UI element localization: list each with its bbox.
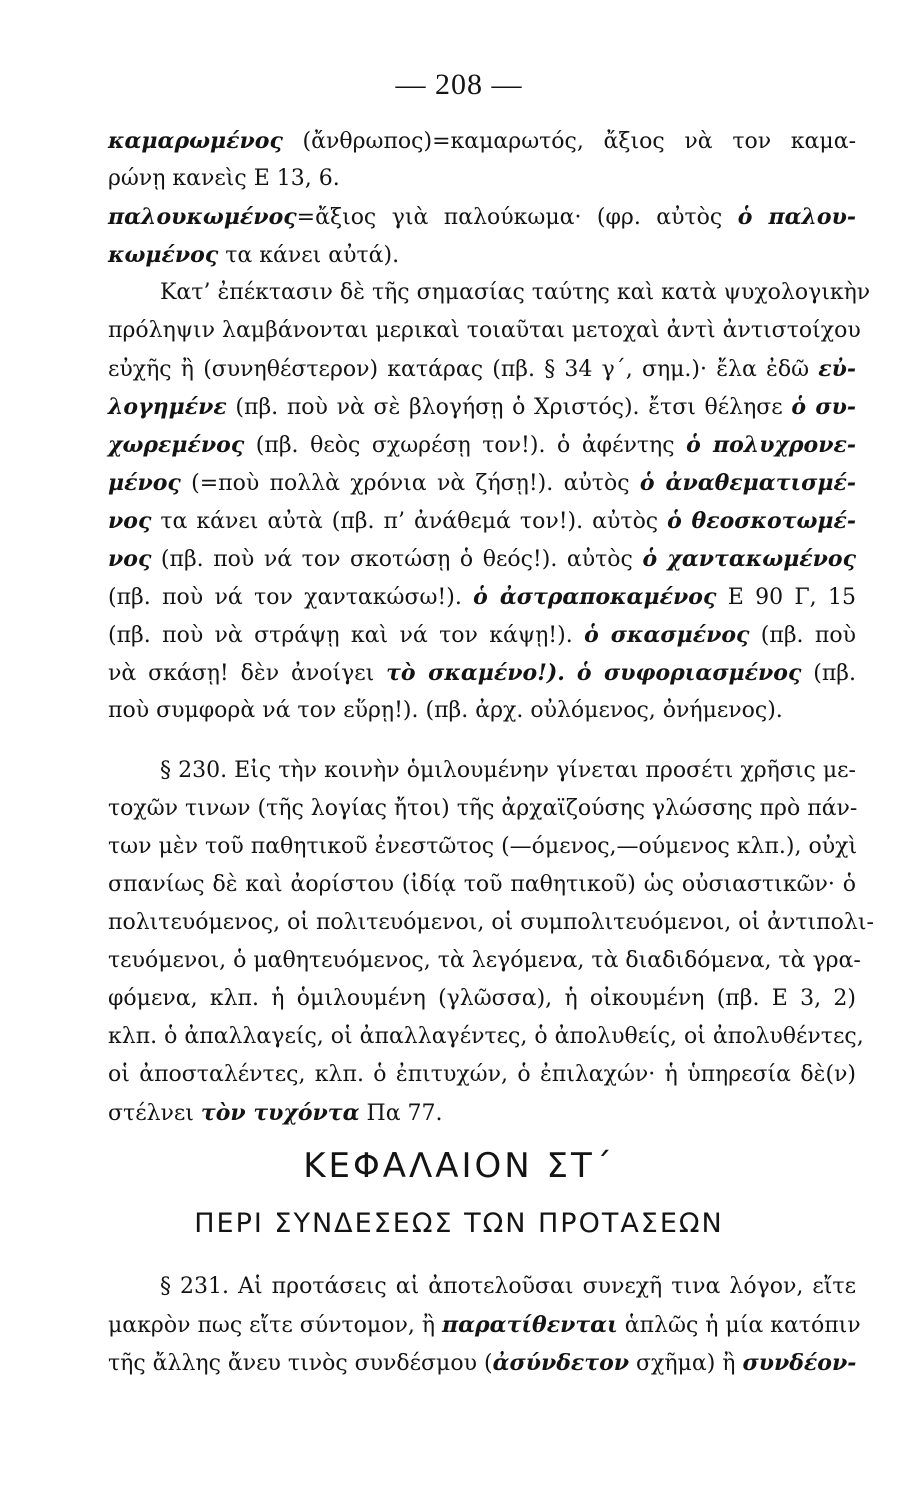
text-line: κωμένος τα κάνει αὐτά). [108, 242, 400, 268]
text-line: μακρὸν πως εἴτε σύντομον, ἢ παρατίθενται ἁπλῶς ἡ μία κατόπιν [108, 1312, 861, 1338]
bold-term: ἀσύνδετον [492, 1350, 630, 1376]
bold-term: λογημένε [108, 394, 227, 420]
text-line: λογημένε (πβ. ποὺ νὰ σὲ βλογήσῃ ὁ Χριστός). ἔτσι θέλησε ὁ συ- [108, 394, 857, 420]
text-line: εὐχῆς ἢ (συνηθέστερον) κατάρας (πβ. § 34 γ΄, σημ.)· ἔλα ἐδῶ εὐ- [108, 356, 856, 382]
bold-term: χωρεμένος [108, 432, 245, 458]
text-line: των μὲν τοῦ παθητικοῦ ἐνεστῶτος (—όμενος,—ούμενος κλπ.), οὐχὶ [108, 834, 858, 859]
text-line: καμαρωμένος (ἄνθρωπος)=καμαρωτός, ἄξιος νὰ τον καμα- [108, 128, 856, 154]
text-line: τῆς ἄλλης ἄνευ τινὸς συνδέσμου (ἀσύνδετον σχῆμα) ἢ συνδέον- [108, 1350, 857, 1376]
chapter-title: ΚΕΦΑΛΑΙΟΝ ΣΤ΄ [303, 1146, 615, 1186]
text-line: παλουκωμένος=ἄξιος γιὰ παλούκωμα· (φρ. αὐτὸς ὁ παλου- [108, 204, 856, 230]
text-line: § 231. Αἱ προτάσεις αἱ ἀποτελοῦσαι συνεχῆ τινα λόγον, εἴτε [160, 1274, 856, 1299]
text-line: (πβ. ποὺ νὰ στράψῃ καὶ νά τον κάψῃ!). ὁ σκασμένος (πβ. ποὺ [108, 622, 856, 648]
bold-term: ὁ χαντακωμένος [642, 546, 857, 572]
bold-term: ὁ συφοριασμένος [576, 660, 802, 686]
bold-term: παρατίθενται [442, 1312, 618, 1338]
bold-term: ὁ συ- [791, 394, 857, 420]
text-line: νὰ σκάσῃ! δὲν ἀνοίγει τὸ σκαμένο!). ὁ συφοριασμένος (πβ. [108, 660, 856, 686]
section-231 [108, 1268, 861, 1382]
text-line: χωρεμένος (πβ. θεὸς σχωρέσῃ τον!). ὁ ἀφέντης ὁ πολυχρονε- [108, 432, 857, 458]
text-line: (πβ. ποὺ νά τον χαντακώσω!). ὁ ἀστραποκαμένος Ε 90 Γ, 15 [108, 584, 857, 610]
bold-term: ὁ ἀστραποκαμένος [473, 584, 717, 610]
bold-term: τὸν τυχόντα [200, 1100, 360, 1126]
text-line: κλπ. ὁ ἀπαλλαγείς, οἱ ἀπαλλαγέντες, ὁ ἀπολυθείς, οἱ ἀπολυθέντες, [108, 1024, 864, 1049]
text-line: σπανίως δὲ καὶ ἀορίστου (ἰδίᾳ τοῦ παθητικοῦ) ὡς οὐσιαστικῶν· ὁ [108, 872, 856, 897]
text-line: νος τα κάνει αὐτὰ (πβ. π’ ἀνάθεμά τον!). αὐτὸς ὁ θεοσκοτωμέ- [108, 508, 857, 534]
bold-term: τὸ σκαμένο!). [386, 660, 565, 686]
chapter-subtitle: ΠΕΡΙ ΣΥΝΔΕΣΕΩΣ ΤΩΝ ΠΡΟΤΑΣΕΩΝ [194, 1208, 724, 1239]
text-line: ποὺ συμφορὰ νά τον εὕρῃ!). (πβ. ἀρχ. οὐλόμενος, ὀνήμενος). [108, 698, 783, 723]
text-line: φόμενα, κλπ. ἡ ὁμιλουμένη (γλῶσσα), ἡ οἰκουμένη (πβ. Ε 3, 2) [108, 986, 856, 1011]
bold-term: νος [108, 508, 152, 534]
bold-term: ὁ παλου- [737, 204, 856, 230]
bold-term: κωμένος [108, 242, 219, 268]
text-line: μένος (=ποὺ πολλὰ χρόνια νὰ ζήσῃ!). αὐτὸς ὁ ἀναθεματισμέ- [108, 470, 856, 496]
bold-term: ὁ ἀναθεματισμέ- [639, 470, 856, 496]
text-line: οἱ ἀποσταλέντες, κλπ. ὁ ἐπιτυχών, ὁ ἐπιλαχών· ἡ ὑπηρεσία δὲ(ν) [108, 1062, 856, 1087]
text-line: § 230. Εἰς τὴν κοινὴν ὁμιλουμένην γίνεται προσέτι χρῆσις με- [160, 758, 856, 783]
paragraph-gap [108, 730, 856, 752]
text-line: Κατ’ ἐπέκτασιν δὲ τῆς σημασίας ταύτης καὶ κατὰ ψυχολογικὴν [160, 280, 871, 305]
bold-term: παλουκωμένος [108, 204, 297, 230]
main-text [108, 122, 874, 1132]
text-line: νος (πβ. ποὺ νά τον σκοτώσῃ ὁ θεός!). αὐτὸς ὁ χαντακωμένος [108, 546, 857, 572]
bold-term: καμαρωμένος [108, 128, 283, 154]
bold-term: ὁ σκασμένος [584, 622, 750, 648]
text-line: ρώνῃ κανεὶς Ε 13, 6. [108, 166, 340, 191]
text-line: τευόμενοι, ὁ μαθητευόμενος, τὰ λεγόμενα, τὰ διαδιδόμενα, τὰ γρα- [108, 948, 861, 973]
text-line: τοχῶν τινων (τῆς λογίας ἤτοι) τῆς ἀρχαϊζούσης γλώσσης πρὸ πάν- [108, 796, 858, 821]
bold-term: συνδέον- [742, 1350, 857, 1376]
page-number: — 208 — [395, 68, 523, 101]
text-line: πρόληψιν λαμβάνονται μερικαὶ τοιαῦται μετοχαὶ ἀντὶ ἀντιστοίχου [108, 318, 861, 343]
bold-term: ὁ πολυχρονε- [686, 432, 857, 458]
bold-term: εὐ- [818, 356, 856, 382]
bold-term: ὁ θεοσκοτωμέ- [667, 508, 857, 534]
bold-term: μένος [108, 470, 181, 496]
text-line: πολιτευόμενος, οἱ πολιτευόμενοι, οἱ συμπολιτευόμενοι, οἱ ἀντιπολι- [108, 910, 874, 935]
bold-term: νος [108, 546, 152, 572]
text-line: στέλνει τὸν τυχόντα Πα 77. [108, 1100, 443, 1126]
